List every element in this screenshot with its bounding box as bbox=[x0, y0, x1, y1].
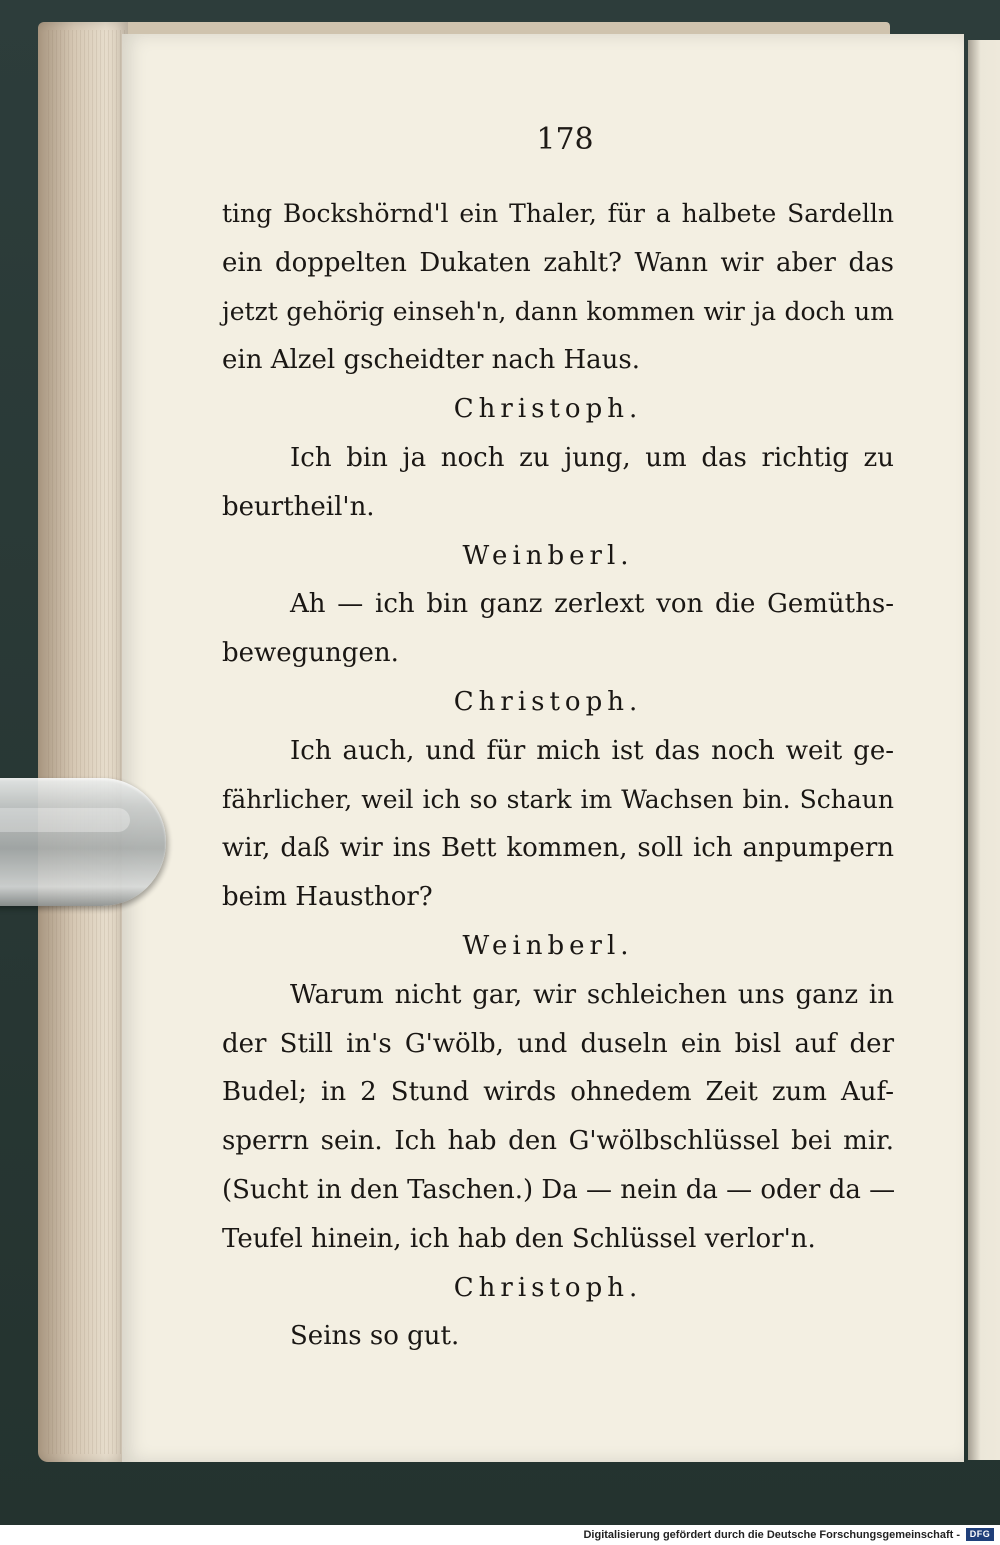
footer-credit: Digitalisierung gefördert durch die Deutsche Forschungsgemeinschaft - bbox=[583, 1529, 960, 1541]
text-line: Ich bin ja noch zu jung, um das richtig zu bbox=[290, 442, 894, 473]
text-line: Seins so gut. bbox=[290, 1321, 460, 1352]
speaker-name: Weinberl. bbox=[462, 540, 634, 571]
text-line: Ah — ich bin ganz zerlext von die Gemüths- bbox=[290, 589, 894, 620]
text-line: wir, daß wir ins Bett kommen, soll ich anpumpern bbox=[222, 833, 894, 864]
text-line: ting Bockshörnd'l ein Thaler, für a halbete Sardelln bbox=[222, 199, 894, 228]
text-line: jetzt gehörig einseh'n, dann kommen wir ja doch um bbox=[222, 296, 894, 326]
text-line: Budel; in 2 Stund wirds ohnedem Zeit zum Auf- bbox=[222, 1077, 894, 1108]
text-line: ein doppelten Dukaten zahlt? Wann wir aber das bbox=[222, 247, 894, 278]
text-line: sperrn sein. Ich hab den G'wölbschlüssel bei mir. bbox=[222, 1126, 894, 1157]
text-line: Warum nicht gar, wir schleichen uns ganz in bbox=[290, 979, 894, 1010]
text-line: Teufel hinein, ich hab den Schlüssel verlor'n. bbox=[222, 1223, 816, 1254]
page-number: 178 bbox=[536, 122, 594, 157]
text-line: beim Hausthor? bbox=[222, 882, 433, 913]
text-line: beurtheil'n. bbox=[222, 491, 375, 522]
speaker-name: Christoph. bbox=[453, 686, 643, 717]
text-line: der Still in's G'wölb, und duseln ein bisl auf der bbox=[222, 1028, 894, 1059]
text-line: fährlicher, weil ich so stark im Wachsen bin. Schaun bbox=[222, 784, 894, 814]
text-line: (Sucht in den Taschen.) Da — nein da — oder da — bbox=[222, 1174, 896, 1205]
text-line: ein Alzel gscheidter nach Haus. bbox=[222, 345, 640, 376]
dfg-logo-icon: DFG bbox=[966, 1528, 994, 1541]
book-page-edges bbox=[38, 22, 128, 1462]
speaker-name: Christoph. bbox=[453, 394, 643, 425]
facing-page-edge bbox=[968, 40, 1000, 1460]
footer-bar bbox=[0, 1525, 1000, 1545]
text-line: Ich auch, und für mich ist das noch weit ge- bbox=[290, 735, 894, 766]
speaker-name: Weinberl. bbox=[462, 930, 634, 961]
bookmark-clip bbox=[0, 778, 166, 906]
text-line: bewegungen. bbox=[222, 638, 399, 669]
speaker-name: Christoph. bbox=[453, 1272, 643, 1303]
page-text bbox=[222, 190, 894, 1361]
